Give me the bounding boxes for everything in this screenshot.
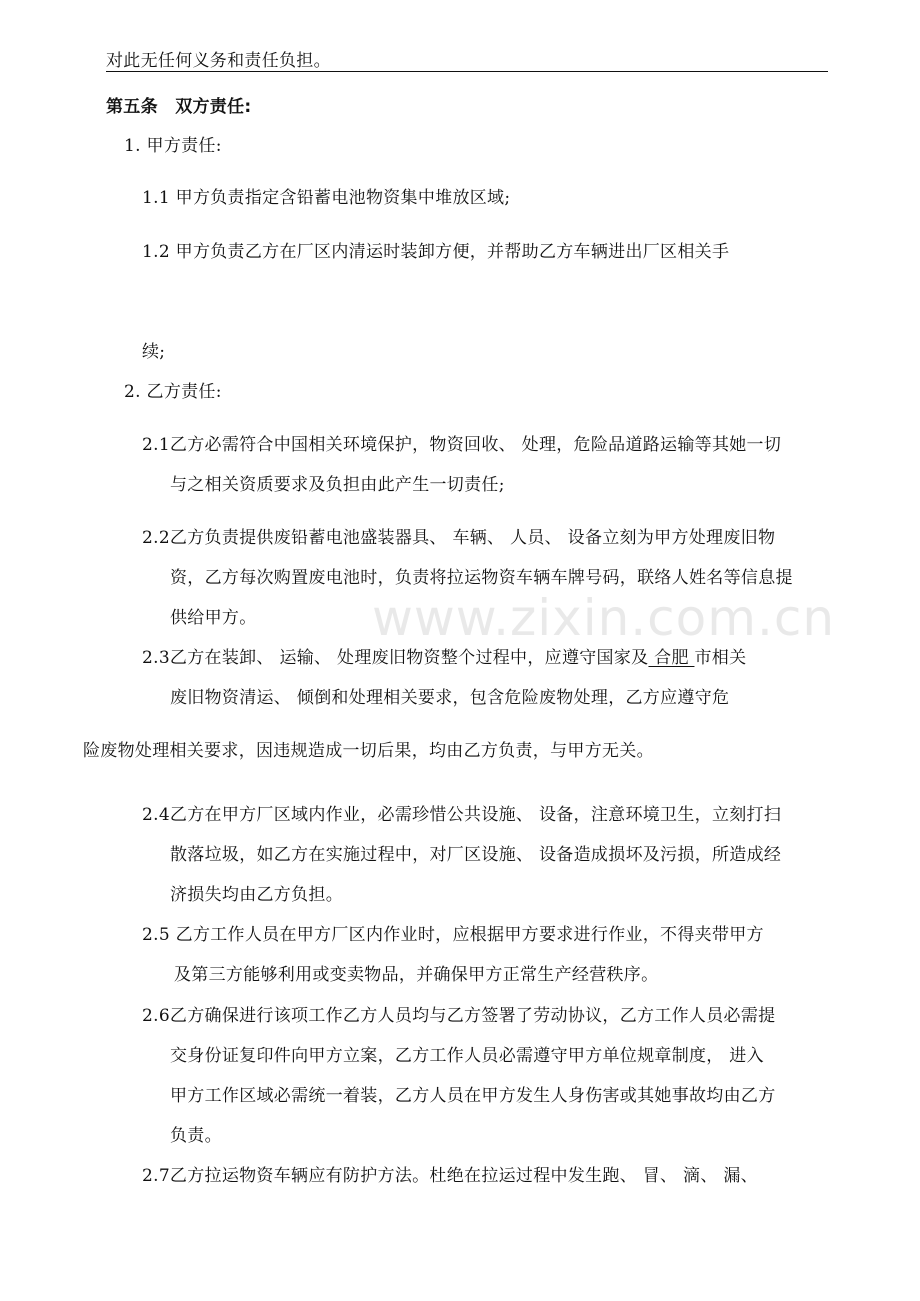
item-2-2-line-2: 资，乙方每次购置废电池时，负责将拉运物资车辆车牌号码，联络人姓名等信息提 <box>170 568 793 588</box>
item-2-6-line-2: 交身份证复印件向甲方立案，乙方工作人员必需遵守甲方单位规章制度， 进入 <box>170 1046 764 1066</box>
item-2-2-line-1: 2.2乙方负责提供废铅蓄电池盛装器具、 车辆、 人员、 设备立刻为甲方处理废旧物 <box>142 528 776 548</box>
item-2-4-line-1: 2.4乙方在甲方厂区域内作业，必需珍惜公共设施、 设备，注意环境卫生，立刻打扫 <box>142 805 782 825</box>
item-2-3-city: 合肥 <box>648 648 695 668</box>
item-2-4-line-2: 散落垃圾，如乙方在实施过程中，对厂区设施、 设备造成损坏及污损，所造成经 <box>170 845 782 865</box>
item-2-7-line-1: 2.7乙方拉运物资车辆应有防护方法。杜绝在拉运过程中发生跑、 冒、 滴、 漏、 <box>142 1166 758 1186</box>
item-2-1-line-1: 2.1乙方必需符合中国相关环境保护，物资回收、 处理，危险品道路运输等其她一切 <box>142 435 782 455</box>
item-2-4-line-3: 济损失均由乙方负担。 <box>170 885 343 905</box>
item-2-3-prefix: 2.3乙方在装卸、 运输、 处理废旧物资整个过程中，应遵守国家及 <box>142 648 649 668</box>
item-1-1: 1.1 甲方负责指定含铅蓄电池物资集中堆放区域; <box>142 188 511 208</box>
item-2-6-line-4: 负责。 <box>170 1126 222 1146</box>
top-rule <box>106 71 828 72</box>
item-2-6-line-1: 2.6乙方确保进行该项工作乙方人员均与乙方签署了劳动协议，乙方工作人员必需提 <box>142 1006 776 1026</box>
item-2-5-line-2: 及第三方能够利用或变卖物品，并确保甲方正常生产经营秩序。 <box>174 965 659 985</box>
article-title: 第五条 双方责任: <box>106 97 252 117</box>
watermark: www.zixin.com.cn <box>372 589 836 647</box>
item-1-2-cont: 续; <box>142 342 166 362</box>
item-2-3-suffix: 市相关 <box>694 648 747 668</box>
party-b-heading: 2. 乙方责任: <box>124 382 222 402</box>
item-2-3-line-2: 废旧物资清运、 倾倒和处理相关要求，包含危险废物处理，乙方应遵守危 <box>170 688 730 708</box>
item-1-2: 1.2 甲方负责乙方在厂区内清运时装卸方便，并帮助乙方车辆进出厂区相关手 <box>142 242 730 262</box>
top-line-text: 对此无任何义务和责任负担。 <box>106 51 331 71</box>
item-2-3-line-1 <box>142 647 746 669</box>
item-2-3-line-3: 险废物处理相关要求，因违规造成一切后果，均由乙方负责，与甲方无关。 <box>83 741 654 761</box>
party-a-heading: 1. 甲方责任: <box>124 136 222 156</box>
item-2-1-line-2: 与之相关资质要求及负担由此产生一切责任; <box>170 475 505 495</box>
item-2-2-line-3: 供给甲方。 <box>170 608 257 628</box>
item-2-5-line-1: 2.5 乙方工作人员在甲方厂区内作业时，应根据甲方要求进行作业，不得夹带甲方 <box>142 925 764 945</box>
item-2-6-line-3: 甲方工作区域必需统一着装，乙方人员在甲方发生人身伤害或其她事故均由乙方 <box>170 1086 776 1106</box>
